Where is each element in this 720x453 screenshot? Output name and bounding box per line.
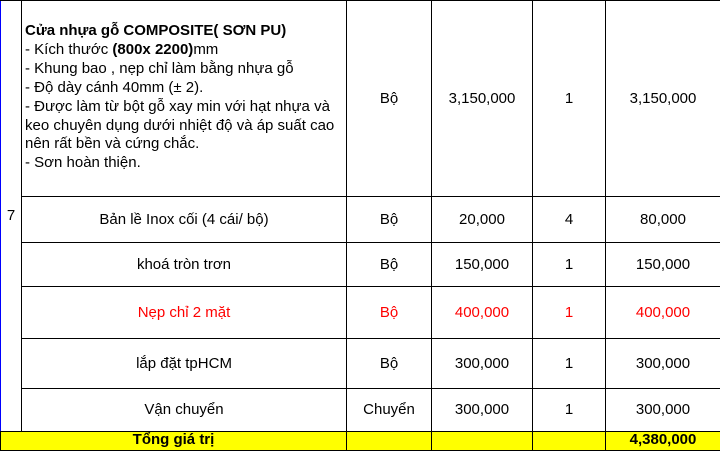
row-name[interactable]: khoá tròn trơn bbox=[22, 243, 347, 287]
main-item-row bbox=[1, 1, 720, 197]
row-name[interactable]: Nẹp chỉ 2 mặt bbox=[22, 287, 347, 339]
item-line-material: - Được làm từ bột gỗ xay min với hạt nhựa và keo chuyên dụng dưới nhiệt độ và áp suất cao nên rất bền và cứng chắc. bbox=[25, 97, 335, 153]
table-row-trim bbox=[1, 287, 720, 339]
total-empty-unit[interactable] bbox=[347, 432, 432, 451]
item-size-value: (800x 2200) bbox=[112, 40, 194, 58]
item-line-finish: - Sơn hoàn thiện. bbox=[25, 154, 141, 172]
row-qty[interactable]: 1 bbox=[533, 339, 606, 389]
table-row-lock bbox=[1, 243, 720, 287]
total-empty-price[interactable] bbox=[432, 432, 533, 451]
grand-total[interactable]: 4,380,000 bbox=[606, 432, 720, 451]
item-title: Cửa nhựa gỗ COMPOSITE( SƠN PU) bbox=[25, 22, 287, 39]
row-qty[interactable]: 4 bbox=[533, 197, 606, 243]
row-qty[interactable]: 1 bbox=[533, 243, 606, 287]
total-label[interactable]: Tổng giá trị bbox=[1, 432, 347, 451]
row-qty[interactable]: 1 bbox=[533, 287, 606, 339]
item-index-cell[interactable] bbox=[1, 1, 22, 432]
row-unit[interactable]: Bộ bbox=[347, 243, 432, 287]
total-row bbox=[1, 432, 720, 451]
row-price[interactable]: 150,000 bbox=[432, 243, 533, 287]
row-price[interactable]: 300,000 bbox=[432, 389, 533, 432]
row-unit[interactable]: Bộ bbox=[347, 339, 432, 389]
row-total[interactable]: 80,000 bbox=[606, 197, 720, 243]
item-unit[interactable]: Bộ bbox=[347, 1, 432, 197]
row-name[interactable]: Vận chuyển bbox=[22, 389, 347, 432]
item-index: 7 bbox=[6, 207, 16, 224]
row-price[interactable]: 20,000 bbox=[432, 197, 533, 243]
row-total[interactable]: 300,000 bbox=[606, 389, 720, 432]
item-qty[interactable]: 1 bbox=[533, 1, 606, 197]
row-name[interactable]: Bản lề Inox cối (4 cái/ bộ) bbox=[22, 197, 347, 243]
item-line-frame: - Khung bao , nẹp chỉ làm bằng nhựa gỗ bbox=[25, 59, 294, 77]
row-price[interactable]: 300,000 bbox=[432, 339, 533, 389]
row-qty[interactable]: 1 bbox=[533, 389, 606, 432]
row-total[interactable]: 150,000 bbox=[606, 243, 720, 287]
row-total[interactable]: 400,000 bbox=[606, 287, 720, 339]
row-total[interactable]: 300,000 bbox=[606, 339, 720, 389]
row-price[interactable]: 400,000 bbox=[432, 287, 533, 339]
item-price[interactable]: 3,150,000 bbox=[432, 1, 533, 197]
table-row-installation bbox=[1, 339, 720, 389]
item-total[interactable]: 3,150,000 bbox=[606, 1, 720, 197]
total-empty-qty[interactable] bbox=[533, 432, 606, 451]
row-unit[interactable]: Chuyển bbox=[347, 389, 432, 432]
item-description-cell[interactable] bbox=[22, 1, 347, 197]
row-unit[interactable]: Bộ bbox=[347, 287, 432, 339]
row-unit[interactable]: Bộ bbox=[347, 197, 432, 243]
row-name[interactable]: lắp đặt tpHCM bbox=[22, 339, 347, 389]
table-row-hinges bbox=[1, 197, 720, 243]
table-row-transport bbox=[1, 389, 720, 432]
item-size-line: - Kích thước (800x 2200)mm bbox=[25, 40, 219, 58]
item-line-thickness: - Độ dày cánh 40mm (± 2). bbox=[25, 78, 204, 96]
